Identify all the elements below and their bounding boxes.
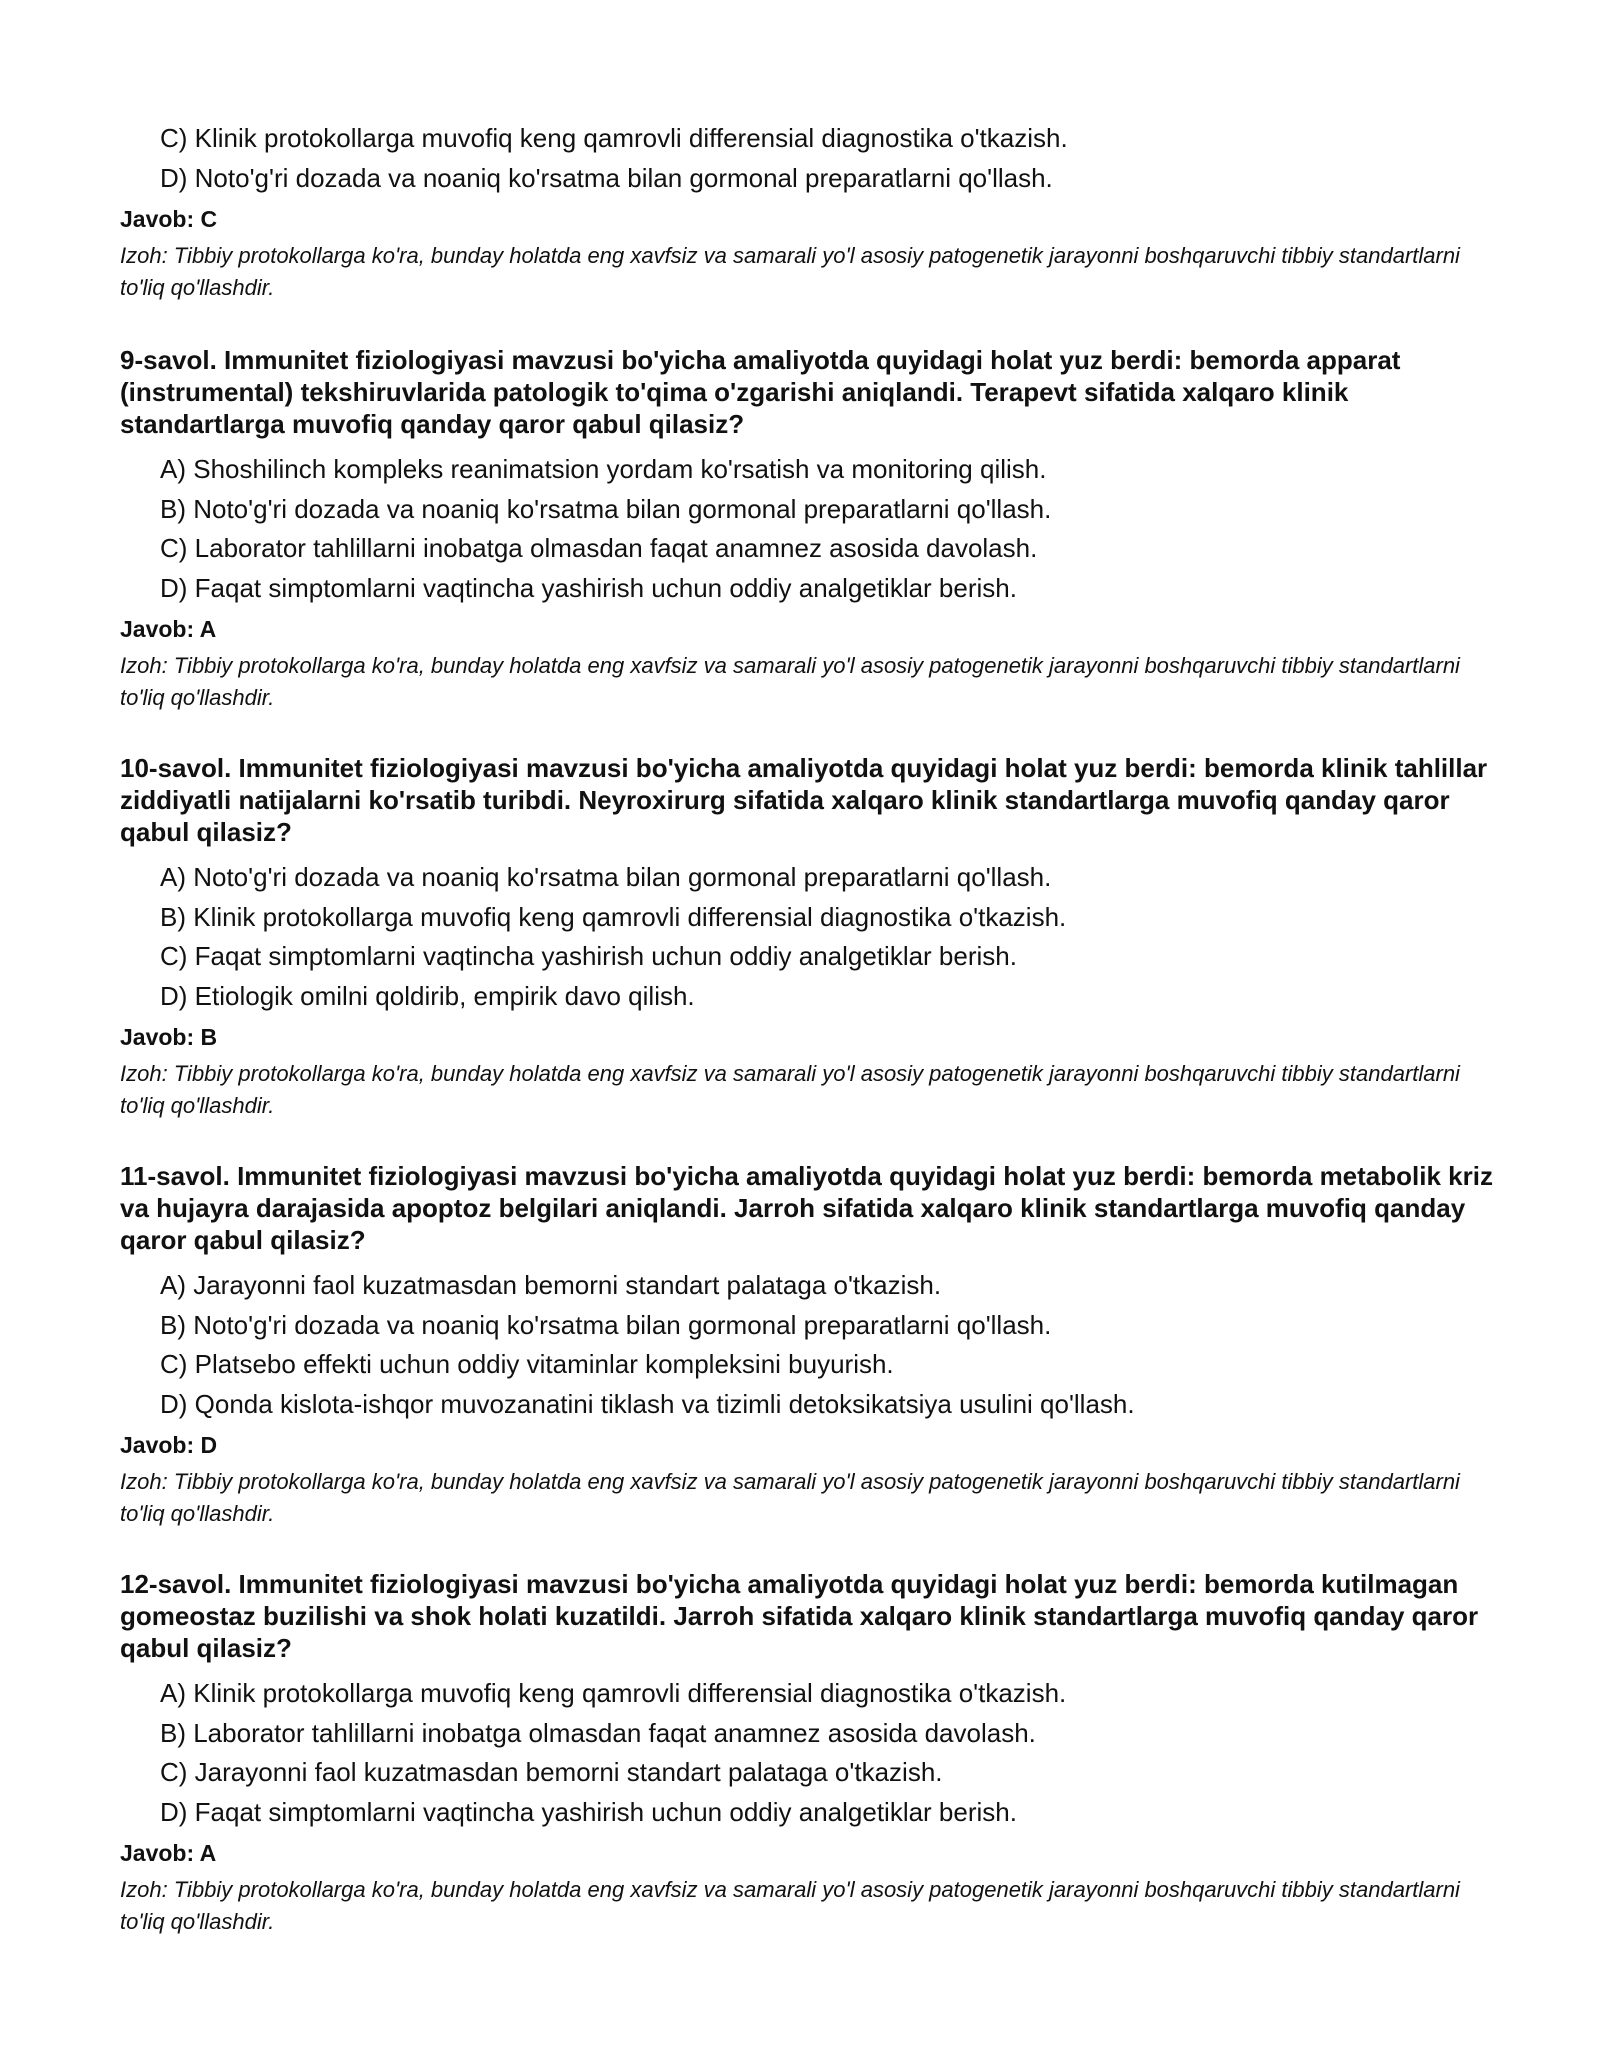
answer-label: Javob: A <box>120 1840 217 1866</box>
answer-label: Javob: D <box>120 1432 218 1458</box>
option-c: C) Klinik protokollarga muvofiq keng qamrovli differensial diagnostika o'tkazish. <box>160 123 1068 153</box>
answer-label: Javob: B <box>120 1024 218 1050</box>
option-c: C) Faqat simptomlarni vaqtincha yashirish uchun oddiy analgetiklar berish. <box>160 941 1017 971</box>
explanation-note: Izoh: Tibbiy protokollarga ko'ra, bunday holatda eng xavfsiz va samarali yo'l asosiy patogenetik jarayonni boshqaruvchi tibbiy standartlarni to'liq qo'llashdir. <box>120 1061 1460 1118</box>
question-fragment <box>120 119 1500 304</box>
option-b: B) Noto'g'ri dozada va noaniq ko'rsatma bilan gormonal preparatlarni qo'llash. <box>160 493 1052 524</box>
question-10 <box>120 752 1500 1122</box>
question-title: 12-savol. Immunitet fiziologiyasi mavzusi bo'yicha amaliyotda quyidagi holat yuz berdi: bemorda kutilmagan gomeostaz buzilishi va shok holati kuzatildi. Jarroh sifatida xalqaro klinik standartlarga muvofiq qanday qaror qabul qilasiz? <box>120 1569 1479 1663</box>
option-list <box>120 450 1500 608</box>
explanation-note: Izoh: Tibbiy protokollarga ko'ra, bunday holatda eng xavfsiz va samarali yo'l asosiy patogenetik jarayonni boshqaruvchi tibbiy standartlarni to'liq qo'llashdir. <box>120 1469 1460 1526</box>
option-c: C) Platsebo effekti uchun oddiy vitaminlar kompleksini buyurish. <box>160 1349 894 1379</box>
question-11 <box>120 1160 1500 1530</box>
question-title: 9-savol. Immunitet fiziologiyasi mavzusi bo'yicha amaliyotda quyidagi holat yuz berdi: bemorda apparat (instrumental) tekshiruvlarida patologik to'qima o'zgarishi aniqlandi. Terapevt sifatida xalqaro klinik standartlarga muvofiq qanday qaror qabul qilasiz? <box>120 345 1401 439</box>
option-b: B) Noto'g'ri dozada va noaniq ko'rsatma bilan gormonal preparatlarni qo'llash. <box>160 1309 1052 1340</box>
question-9 <box>120 344 1500 714</box>
option-b: B) Laborator tahlillarni inobatga olmasdan faqat anamnez asosida davolash. <box>160 1717 1036 1748</box>
question-12 <box>120 1568 1500 1938</box>
option-a: A) Klinik protokollarga muvofiq keng qamrovli differensial diagnostika o'tkazish. <box>160 1678 1067 1708</box>
option-a: A) Shoshilinch kompleks reanimatsion yordam ko'rsatish va monitoring qilish. <box>160 454 1047 484</box>
option-a: A) Noto'g'ri dozada va noaniq ko'rsatma bilan gormonal preparatlarni qo'llash. <box>160 862 1052 892</box>
option-list <box>120 1266 1500 1424</box>
option-list <box>120 119 1500 198</box>
explanation-note: Izoh: Tibbiy protokollarga ko'ra, bunday holatda eng xavfsiz va samarali yo'l asosiy patogenetik jarayonni boshqaruvchi tibbiy standartlarni to'liq qo'llashdir. <box>120 653 1460 710</box>
option-d: D) Faqat simptomlarni vaqtincha yashirish uchun oddiy analgetiklar berish. <box>160 572 1017 603</box>
option-d: D) Qonda kislota-ishqor muvozanatini tiklash va tizimli detoksikatsiya usulini qo'llash. <box>160 1388 1135 1419</box>
option-a: A) Jarayonni faol kuzatmasdan bemorni standart palataga o'tkazish. <box>160 1270 942 1300</box>
option-b: B) Klinik protokollarga muvofiq keng qamrovli differensial diagnostika o'tkazish. <box>160 901 1067 932</box>
option-c: C) Jarayonni faol kuzatmasdan bemorni standart palataga o'tkazish. <box>160 1757 943 1787</box>
option-d: D) Faqat simptomlarni vaqtincha yashirish uchun oddiy analgetiklar berish. <box>160 1796 1017 1827</box>
option-list <box>120 858 1500 1016</box>
option-d: D) Noto'g'ri dozada va noaniq ko'rsatma bilan gormonal preparatlarni qo'llash. <box>160 162 1053 193</box>
question-title: 11-savol. Immunitet fiziologiyasi mavzusi bo'yicha amaliyotda quyidagi holat yuz berdi: bemorda metabolik kriz va hujayra darajasida apoptoz belgilari aniqlandi. Jarroh sifatida xalqaro klinik standartlarga muvofiq qanday qaror qabul qilasiz? <box>120 1161 1493 1255</box>
explanation-note: Izoh: Tibbiy protokollarga ko'ra, bunday holatda eng xavfsiz va samarali yo'l asosiy patogenetik jarayonni boshqaruvchi tibbiy standartlarni to'liq qo'llashdir. <box>120 243 1460 300</box>
explanation-note: Izoh: Tibbiy protokollarga ko'ra, bunday holatda eng xavfsiz va samarali yo'l asosiy patogenetik jarayonni boshqaruvchi tibbiy standartlarni to'liq qo'llashdir. <box>120 1877 1460 1934</box>
question-title: 10-savol. Immunitet fiziologiyasi mavzusi bo'yicha amaliyotda quyidagi holat yuz berdi: bemorda klinik tahlillar ziddiyatli natijalarni ko'rsatib turibdi. Neyroxirurg sifatida xalqaro klinik standartlarga muvofiq qanday qaror qabul qilasiz? <box>120 753 1488 847</box>
option-list <box>120 1674 1500 1832</box>
option-d: D) Etiologik omilni qoldirib, empirik davo qilish. <box>160 980 695 1011</box>
answer-label: Javob: A <box>120 616 217 642</box>
option-c: C) Laborator tahlillarni inobatga olmasdan faqat anamnez asosida davolash. <box>160 533 1038 563</box>
answer-label: Javob: C <box>120 206 218 232</box>
